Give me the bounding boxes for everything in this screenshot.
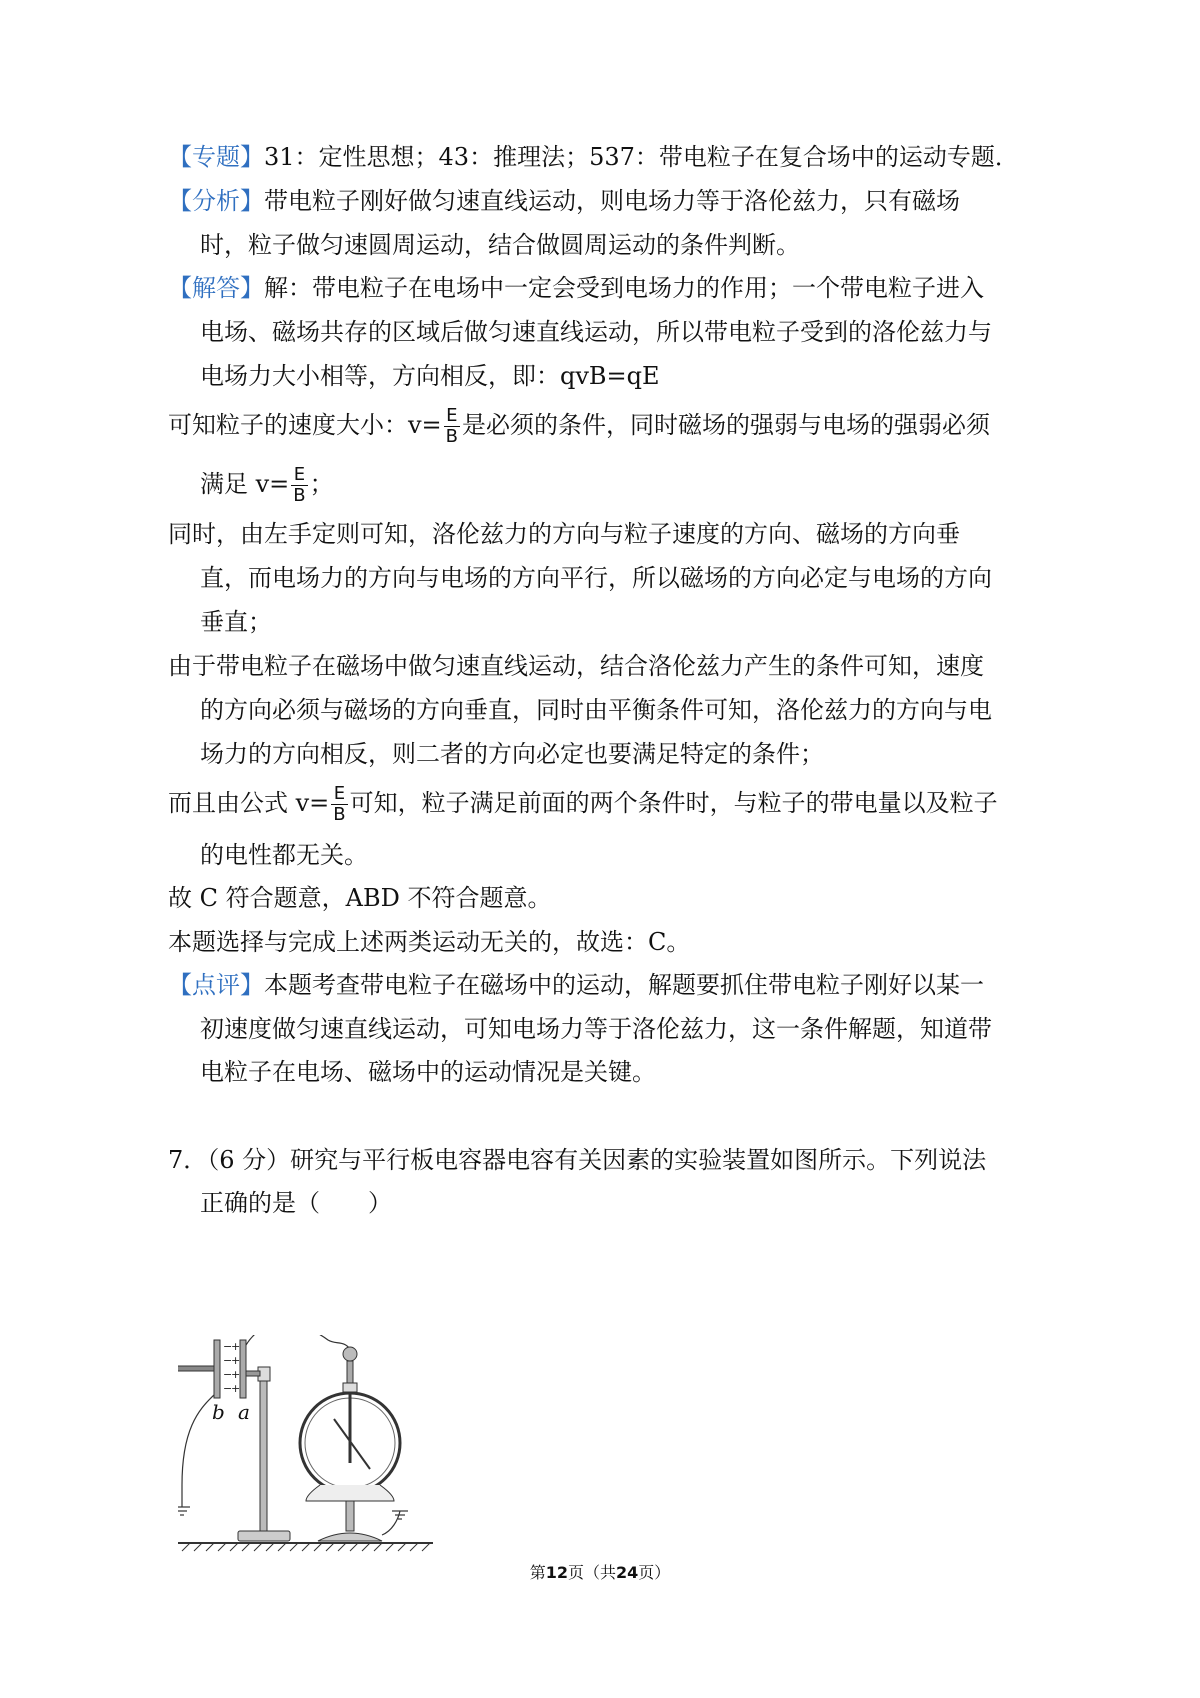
electroscope-bracket [306,1485,394,1501]
velocity-line2-post: ； [309,470,334,498]
stand-base [238,1531,290,1541]
analysis-line-2: 时，粒子做匀速圆周运动，结合做圆周运动的条件判断。 [200,231,800,259]
solution-velocity-line-2 [200,465,334,506]
plate-a [240,1340,246,1398]
fraction-e-over-b [444,406,460,447]
analysis-line-1 [168,186,960,216]
footer-page-number: 12 [545,1563,568,1582]
footer-total-pages: 24 [616,1563,639,1582]
solution-p3-line-1: 同时，由左手定则可知，洛伦兹力的方向与粒子速度的方向、磁场的方向垂 [168,520,960,548]
fraction-denominator: B [293,485,306,506]
solution-tag: 【解答】 [168,274,264,302]
topic-text: 31：定性思想；43：推理法；537：带电粒子在复合场中的运动专题． [264,143,1019,171]
plus-sign: + [231,1382,241,1395]
plus-sign: + [231,1354,241,1367]
comment-line-2: 初速度做匀速直线运动，可知电场力等于洛伦兹力，这一条件解题，知道带 [200,1015,992,1043]
solution-p3-line-3: 垂直； [200,608,272,636]
connecting-wire [246,1335,350,1349]
plus-sign: + [231,1368,241,1381]
electroscope-base [318,1533,382,1541]
electroscope-knob [343,1347,357,1361]
formula-text-pre: 而且由公式 v= [168,789,330,817]
analysis-tag: 【分析】 [168,187,264,215]
electroscope-insulator [343,1383,357,1392]
plate-charges [223,1340,240,1395]
fraction-denominator: B [333,804,346,825]
solution-line-2: 电场、磁场共存的区域后做匀速直线运动，所以带电粒子受到的洛伦兹力与 [200,318,992,346]
minus-sign: − [223,1368,233,1381]
ground-wire-b [182,1395,214,1507]
fraction-denominator: B [445,426,459,447]
minus-sign: − [223,1340,233,1353]
solution-p4-line-1: 由于带电粒子在磁场中做匀速直线运动，结合洛伦兹力产生的条件可知，速度 [168,652,984,680]
solution-line-3: 电场力大小相等，方向相反，即：qvB=qE [200,362,660,390]
solution-p4-line-3: 场力的方向相反，则二者的方向必定也要满足特定的条件； [200,740,824,768]
plate-a-label: a [238,1400,250,1424]
fraction-numerator: E [291,465,307,486]
electroscope-stem [346,1501,354,1531]
solution-text-1: 解：带电粒子在电场中一定会受到电场力的作用；一个带电粒子进入 [264,274,984,302]
solution-velocity-line [168,406,990,447]
velocity-text-post: 是必须的条件，同时磁场的强弱与电场的强弱必须 [462,411,991,439]
fraction-e-over-b-3 [331,784,347,825]
fraction-e-over-b-2 [291,465,307,506]
insulating-rod [178,1366,214,1371]
solution-p5-line-1 [168,784,998,825]
stand-pole [260,1373,267,1533]
velocity-text-pre: 可知粒子的速度大小：v= [168,411,442,439]
plate-b [214,1340,220,1398]
comment-text-1: 本题考查带电粒子在磁场中的运动，解题要抓住带电粒子刚好以某一 [264,971,984,999]
footer-middle: 页（共 [567,1563,616,1582]
plate-b-label: b [212,1400,225,1424]
solution-p3-line-2: 直，而电场力的方向与电场的方向平行，所以磁场的方向必定与电场的方向 [200,564,992,592]
footer-prefix: 第 [529,1563,546,1582]
formula-text-post: 可知，粒子满足前面的两个条件时，与粒子的带电量以及粒子 [349,789,998,817]
minus-sign: − [223,1382,233,1395]
fraction-numerator: E [444,406,460,427]
plus-sign: + [231,1340,241,1353]
solution-p7: 本题选择与完成上述两类运动无关的，故选：C。 [168,928,691,956]
solution-p6: 故 C 符合题意，ABD 不符合题意。 [168,884,552,912]
footer-suffix: 页） [638,1563,671,1582]
fraction-numerator: E [331,784,347,805]
capacitor-electroscope-figure [178,1335,478,1555]
electroscope-needle [334,1419,370,1469]
ground-hatch [178,1543,433,1551]
topic-tag: 【专题】 [168,143,264,171]
comment-line-1 [168,970,984,1000]
ground-symbol-b [178,1507,190,1515]
question-7-line-2: 正确的是（ ） [200,1189,392,1217]
question-7-line-1: 7．（6 分）研究与平行板电容器电容有关因素的实验装置如图所示。下列说法 [168,1146,987,1174]
analysis-text-1: 带电粒子刚好做匀速直线运动，则电场力等于洛伦兹力，只有磁场 [264,187,960,215]
velocity-line2-pre: 满足 v= [200,470,290,498]
electroscope-rod-top [347,1361,353,1383]
solution-p5-line-2: 的电性都无关。 [200,841,368,869]
solution-p4-line-2: 的方向必须与磁场的方向垂直，同时由平衡条件可知，洛伦兹力的方向与电 [200,696,992,724]
page-footer [0,1560,1200,1583]
minus-sign: − [223,1354,233,1367]
comment-tag: 【点评】 [168,971,264,999]
solution-line-1 [168,273,984,303]
comment-line-3: 电粒子在电场、磁场中的运动情况是关键。 [200,1058,656,1086]
topic-line [168,142,1019,172]
stand-arm [246,1371,260,1376]
